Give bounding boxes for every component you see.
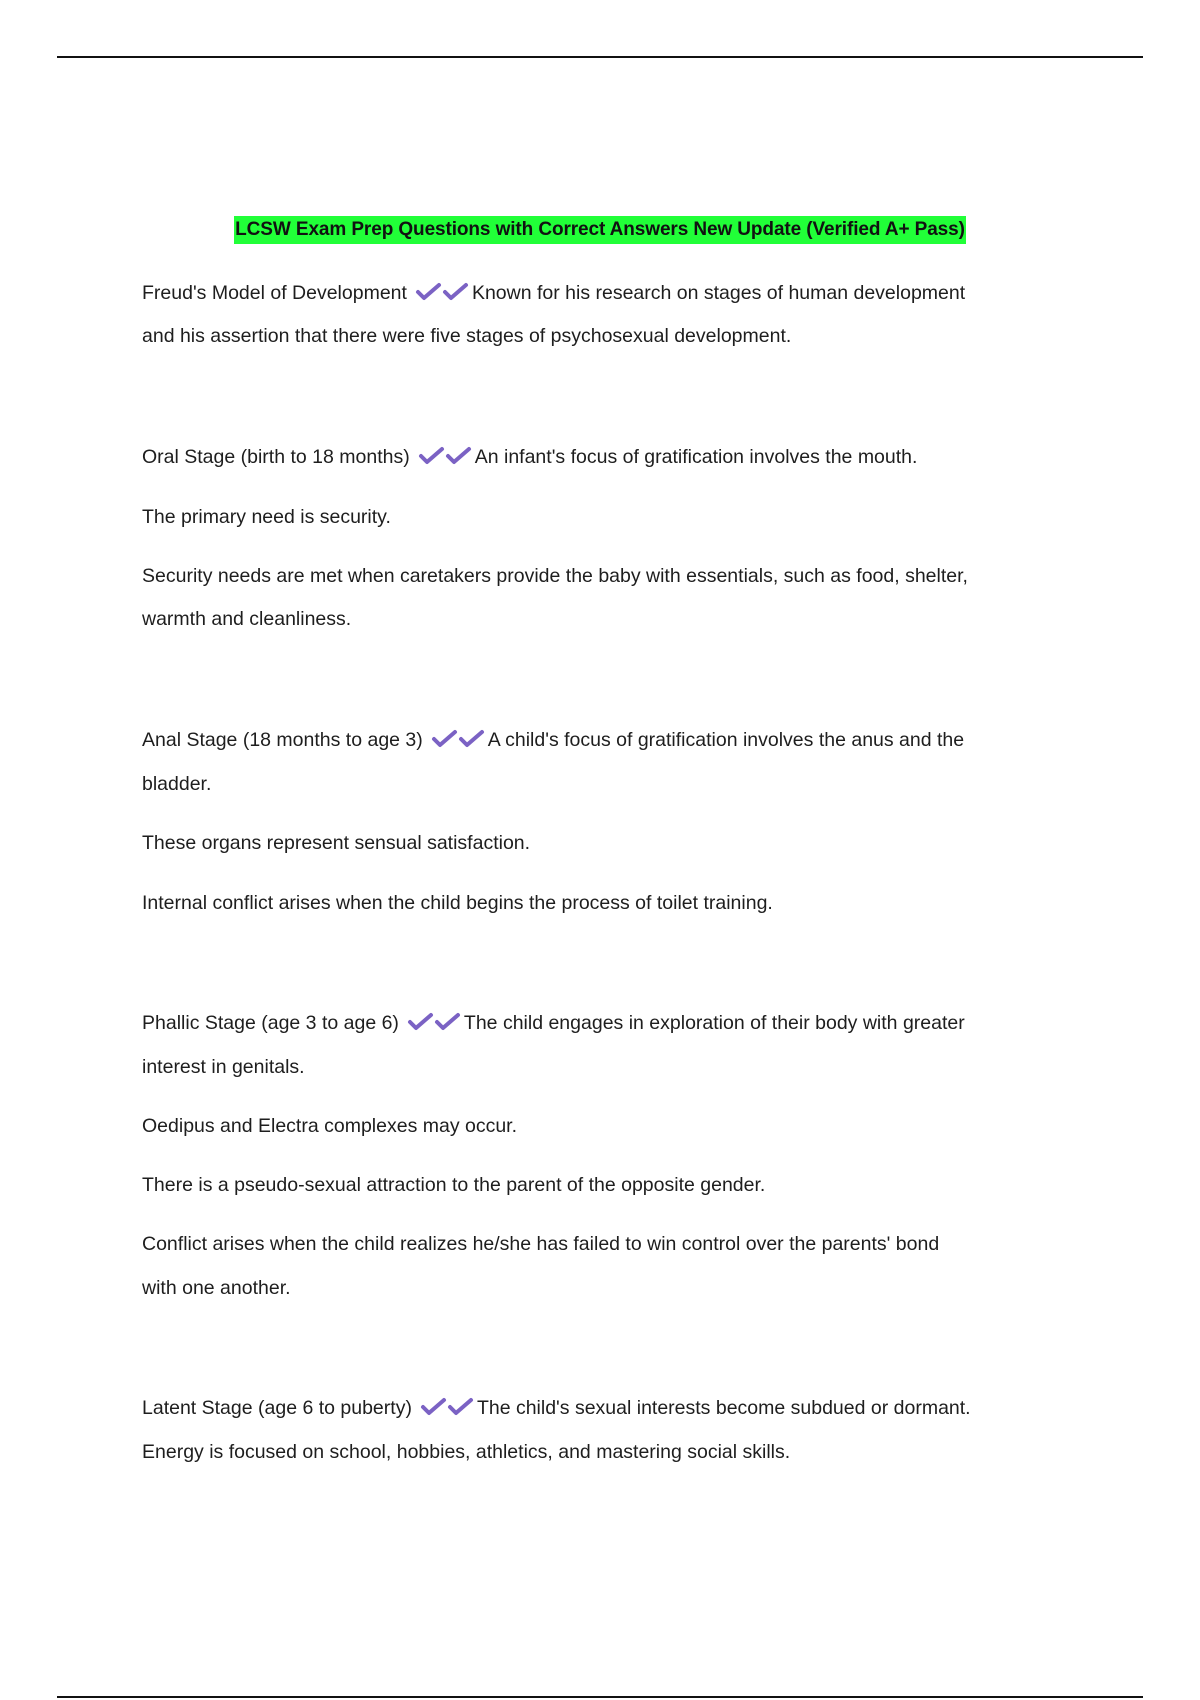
bottom-rule bbox=[57, 1696, 1143, 1698]
entry-line: bladder. bbox=[142, 773, 212, 795]
check-icon bbox=[431, 729, 458, 749]
entry-line: Conflict arises when the child realizes he/she has failed to win control over the parents' bond bbox=[142, 1233, 940, 1255]
entry-line: warmth and cleanliness. bbox=[142, 608, 352, 630]
entry-answer-continued: and his assertion that there were five stages of psychosexual development. bbox=[142, 325, 792, 347]
entry-phallic-term-line bbox=[142, 1009, 965, 1037]
check-icon bbox=[458, 729, 485, 749]
check-icon bbox=[447, 1397, 474, 1417]
entry-line: with one another. bbox=[142, 1277, 291, 1299]
entry-line: There is a pseudo-sexual attraction to the parent of the opposite gender. bbox=[142, 1174, 766, 1196]
entry-term: Freud's Model of Development bbox=[142, 282, 407, 304]
entry-answer: Known for his research on stages of human development bbox=[471, 282, 966, 304]
check-icon bbox=[434, 1012, 461, 1032]
entry-anal-term-line bbox=[142, 726, 964, 754]
check-icon bbox=[418, 446, 445, 466]
entry-line: Internal conflict arises when the child begins the process of toilet training. bbox=[142, 892, 773, 914]
entry-line: Oedipus and Electra complexes may occur. bbox=[142, 1115, 518, 1137]
check-icon bbox=[407, 1012, 434, 1032]
check-icon bbox=[420, 1397, 447, 1417]
entry-term: Phallic Stage (age 3 to age 6) bbox=[142, 1012, 399, 1034]
entry-latent-answer-line bbox=[142, 1438, 790, 1466]
entry-freud-answer-line bbox=[142, 322, 791, 350]
entry-answer: A child's focus of gratification involves the anus and the bbox=[487, 729, 965, 751]
check-icon bbox=[445, 446, 472, 466]
entry-line: The primary need is security. bbox=[142, 506, 391, 528]
entry-latent-term-line bbox=[142, 1394, 971, 1422]
entry-term: Oral Stage (birth to 18 months) bbox=[142, 446, 410, 468]
entry-answer-continued: Energy is focused on school, hobbies, athletics, and mastering social skills. bbox=[142, 1441, 791, 1463]
entry-line: interest in genitals. bbox=[142, 1056, 305, 1078]
entry-oral-term-line bbox=[142, 443, 917, 471]
entry-term: Anal Stage (18 months to age 3) bbox=[142, 729, 423, 751]
entry-answer: An infant's focus of gratification involves the mouth. bbox=[474, 446, 918, 468]
title-container bbox=[0, 216, 1200, 244]
document-title: LCSW Exam Prep Questions with Correct Answers New Update (Verified A+ Pass) bbox=[234, 216, 966, 244]
entry-term: Latent Stage (age 6 to puberty) bbox=[142, 1397, 412, 1419]
entry-answer: The child engages in exploration of their body with greater bbox=[463, 1012, 965, 1034]
entry-line: Security needs are met when caretakers provide the baby with essentials, such as food, shelter, bbox=[142, 565, 968, 587]
entry-answer: The child's sexual interests become subdued or dormant. bbox=[476, 1397, 971, 1419]
top-rule bbox=[57, 56, 1143, 58]
check-icon bbox=[415, 282, 442, 302]
entry-line: These organs represent sensual satisfaction. bbox=[142, 832, 531, 854]
check-icon bbox=[442, 282, 469, 302]
entry-freud-term-line bbox=[142, 279, 965, 307]
